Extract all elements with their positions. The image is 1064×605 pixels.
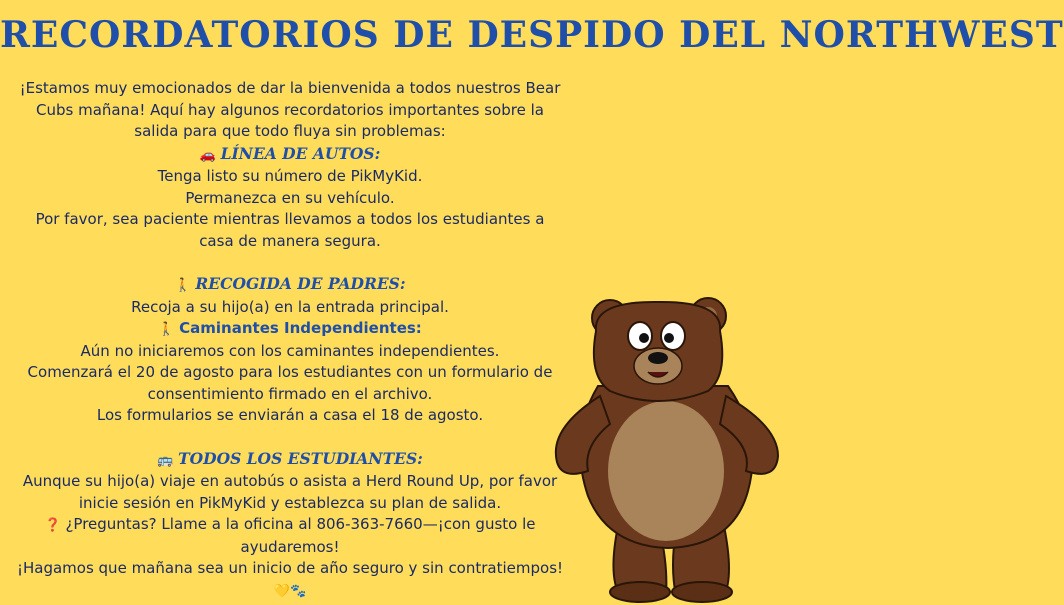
walkers-item: Los formularios se enviarán a casa el 18 de agosto. <box>96 406 484 424</box>
reminders-content <box>16 78 564 602</box>
closing-icons <box>16 580 564 603</box>
spacer <box>16 252 564 273</box>
car-icon: 🚗 <box>199 147 216 163</box>
car-line-title: LÍNEA DE AUTOS: <box>220 143 381 163</box>
parent-pickup-heading <box>16 273 564 297</box>
questions-text: ¿Preguntas? Llame a la oficina al 806-363-7660—¡con gusto le ayudaremos! <box>65 515 536 556</box>
all-students-heading <box>16 448 564 472</box>
all-students-title: TODOS LOS ESTUDIANTES: <box>178 448 423 468</box>
bear-mascot-icon <box>548 296 787 605</box>
page-title: RECORDATORIOS DE DESPIDO DEL NORTHWEST <box>0 14 1064 56</box>
walkers-title: Caminantes Independientes: <box>179 319 422 337</box>
intro-text: ¡Estamos muy emocionados de dar la bienvenida a todos nuestros Bear Cubs mañana! Aquí hay algunos recordatorios importantes sobre la salida para que todo fluya sin problemas: <box>19 79 561 140</box>
closing-text: ¡Hagamos que mañana sea un inicio de año seguro y sin contratiempos! <box>16 559 564 577</box>
car-line-heading <box>16 143 564 167</box>
car-line-item: Permanezca en su vehículo. <box>185 188 395 207</box>
spacer <box>16 427 564 448</box>
car-line-item: Por favor, sea paciente mientras llevamos a todos los estudiantes a casa de manera segura. <box>35 210 545 250</box>
walkers-heading <box>16 318 564 341</box>
car-line-item: Tenga listo su número de PikMyKid. <box>157 167 423 185</box>
heart-paw-icon: 💛🐾 <box>273 583 307 599</box>
questions-line <box>16 514 564 558</box>
walkers-item: Aún no iniciaremos con los caminantes independientes. <box>80 341 500 360</box>
walking-person-icon: 🚶 <box>174 278 191 293</box>
parent-pickup-title: RECOGIDA DE PADRES: <box>195 274 406 293</box>
question-mark-icon: ❓ <box>44 518 61 533</box>
all-students-item: Aunque su hijo(a) viaje en autobús o asista a Herd Round Up, por favor inicie sesión en PikMyKid y establezca su plan de salida. <box>22 472 558 512</box>
bus-icon: 🚌 <box>157 452 174 468</box>
walkers-item: Comenzará el 20 de agosto para los estudiantes con un formulario de consentimiento firmado en el archivo. <box>27 363 553 403</box>
parent-pickup-item: Recoja a su hijo(a) en la entrada principal. <box>131 297 449 316</box>
walking-person-icon: 🚶 <box>158 322 175 337</box>
